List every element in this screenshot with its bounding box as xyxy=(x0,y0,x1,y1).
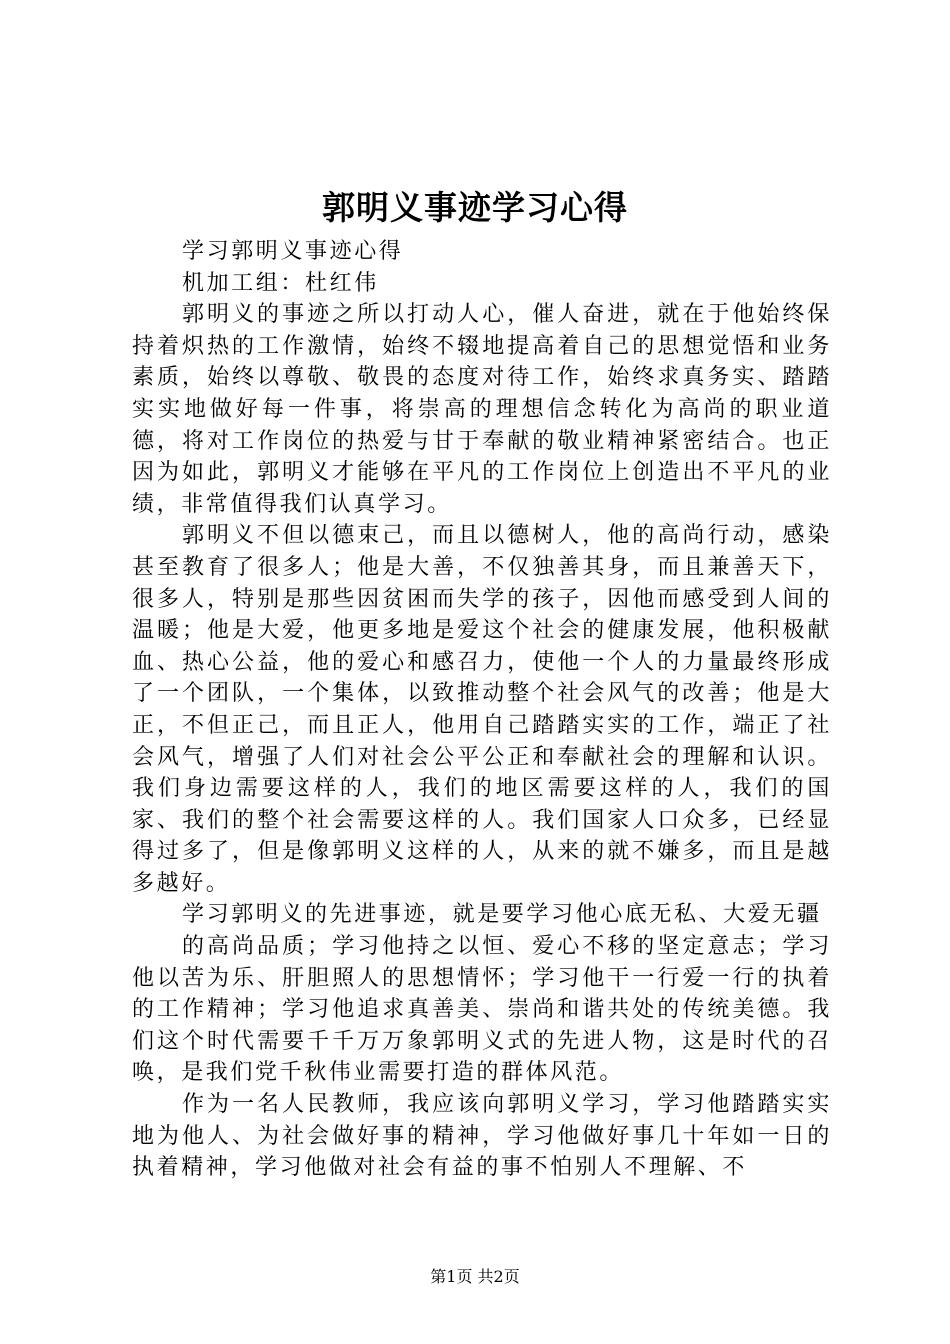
paragraph: 郭明义不但以德束己，而且以德树人，他的高尚行动，感染甚至教育了很多人；他是大善，不仅独善其身，而且兼善天下，很多人，特别是那些因贫困而失学的孩子，因他而感受到人间的温暖；他是大爱，他更多地是爱这个社会的健康发展，他积极献血、热心公益，他的爱心和感召力，使他一个人的力量最终形成了一个团队，一个集体，以致推动整个社会风气的改善；他是大正，不但正己，而且正人，他用自己踏踏实实的工作，端正了社会风气，增强了人们对社会公平公正和奉献社会的理解和认识。我们身边需要这样的人，我们的地区需要这样的人，我们的国家、我们的整个社会需要这样的人。我们国家人口众多，已经显得过多了，但是像郭明义这样的人，从来的就不嫌多，而且是越多越好。 xyxy=(132,523,832,896)
page-footer: 第1页 共2页 xyxy=(430,1267,520,1286)
paragraph: 学习郭明义的先进事迹，就是要学习他心底无私、大爱无疆 xyxy=(182,902,822,928)
document-title: 郭明义事迹学习心得 xyxy=(322,188,628,227)
paragraph-heading: 学习郭明义事迹心得 xyxy=(182,239,404,264)
paragraph: 郭明义的事迹之所以打动人心，催人奋进，就在于他始终保持着炽热的工作激情，始终不辍地提高着自己的思想觉悟和业务素质，始终以尊敬、敬畏的态度对待工作，始终求真务实、踏踏实实地做好每一件事，将崇高的理想信念转化为高尚的职业道德，将对工作岗位的热爱与甘于奉献的敬业精神紧密结合。也正因为如此，郭明义才能够在平凡的工作岗位上创造出不平凡的业绩，非常值得我们认真学习。 xyxy=(132,302,832,517)
document-body xyxy=(132,236,832,1184)
paragraph: 的高尚品质；学习他持之以恒、爱心不移的坚定意志；学习他以苦为乐、肝胆照人的思想情怀；学习他干一行爱一行的执着的工作精神；学习他追求真善美、崇尚和谐共处的传统美德。我们这个时代需要千千万万象郭明义式的先进人物，这是时代的召唤，是我们党千秋伟业需要打造的群体风范。 xyxy=(132,934,832,1086)
paragraph-author: 机加工组：杜红伟 xyxy=(182,270,379,296)
paragraph: 作为一名人民教师，我应该向郭明义学习，学习他踏踏实实地为他人、为社会做好事的精神，学习他做好事几十年如一日的执着精神，学习他做对社会有益的事不怕别人不理解、不 xyxy=(132,1092,832,1181)
